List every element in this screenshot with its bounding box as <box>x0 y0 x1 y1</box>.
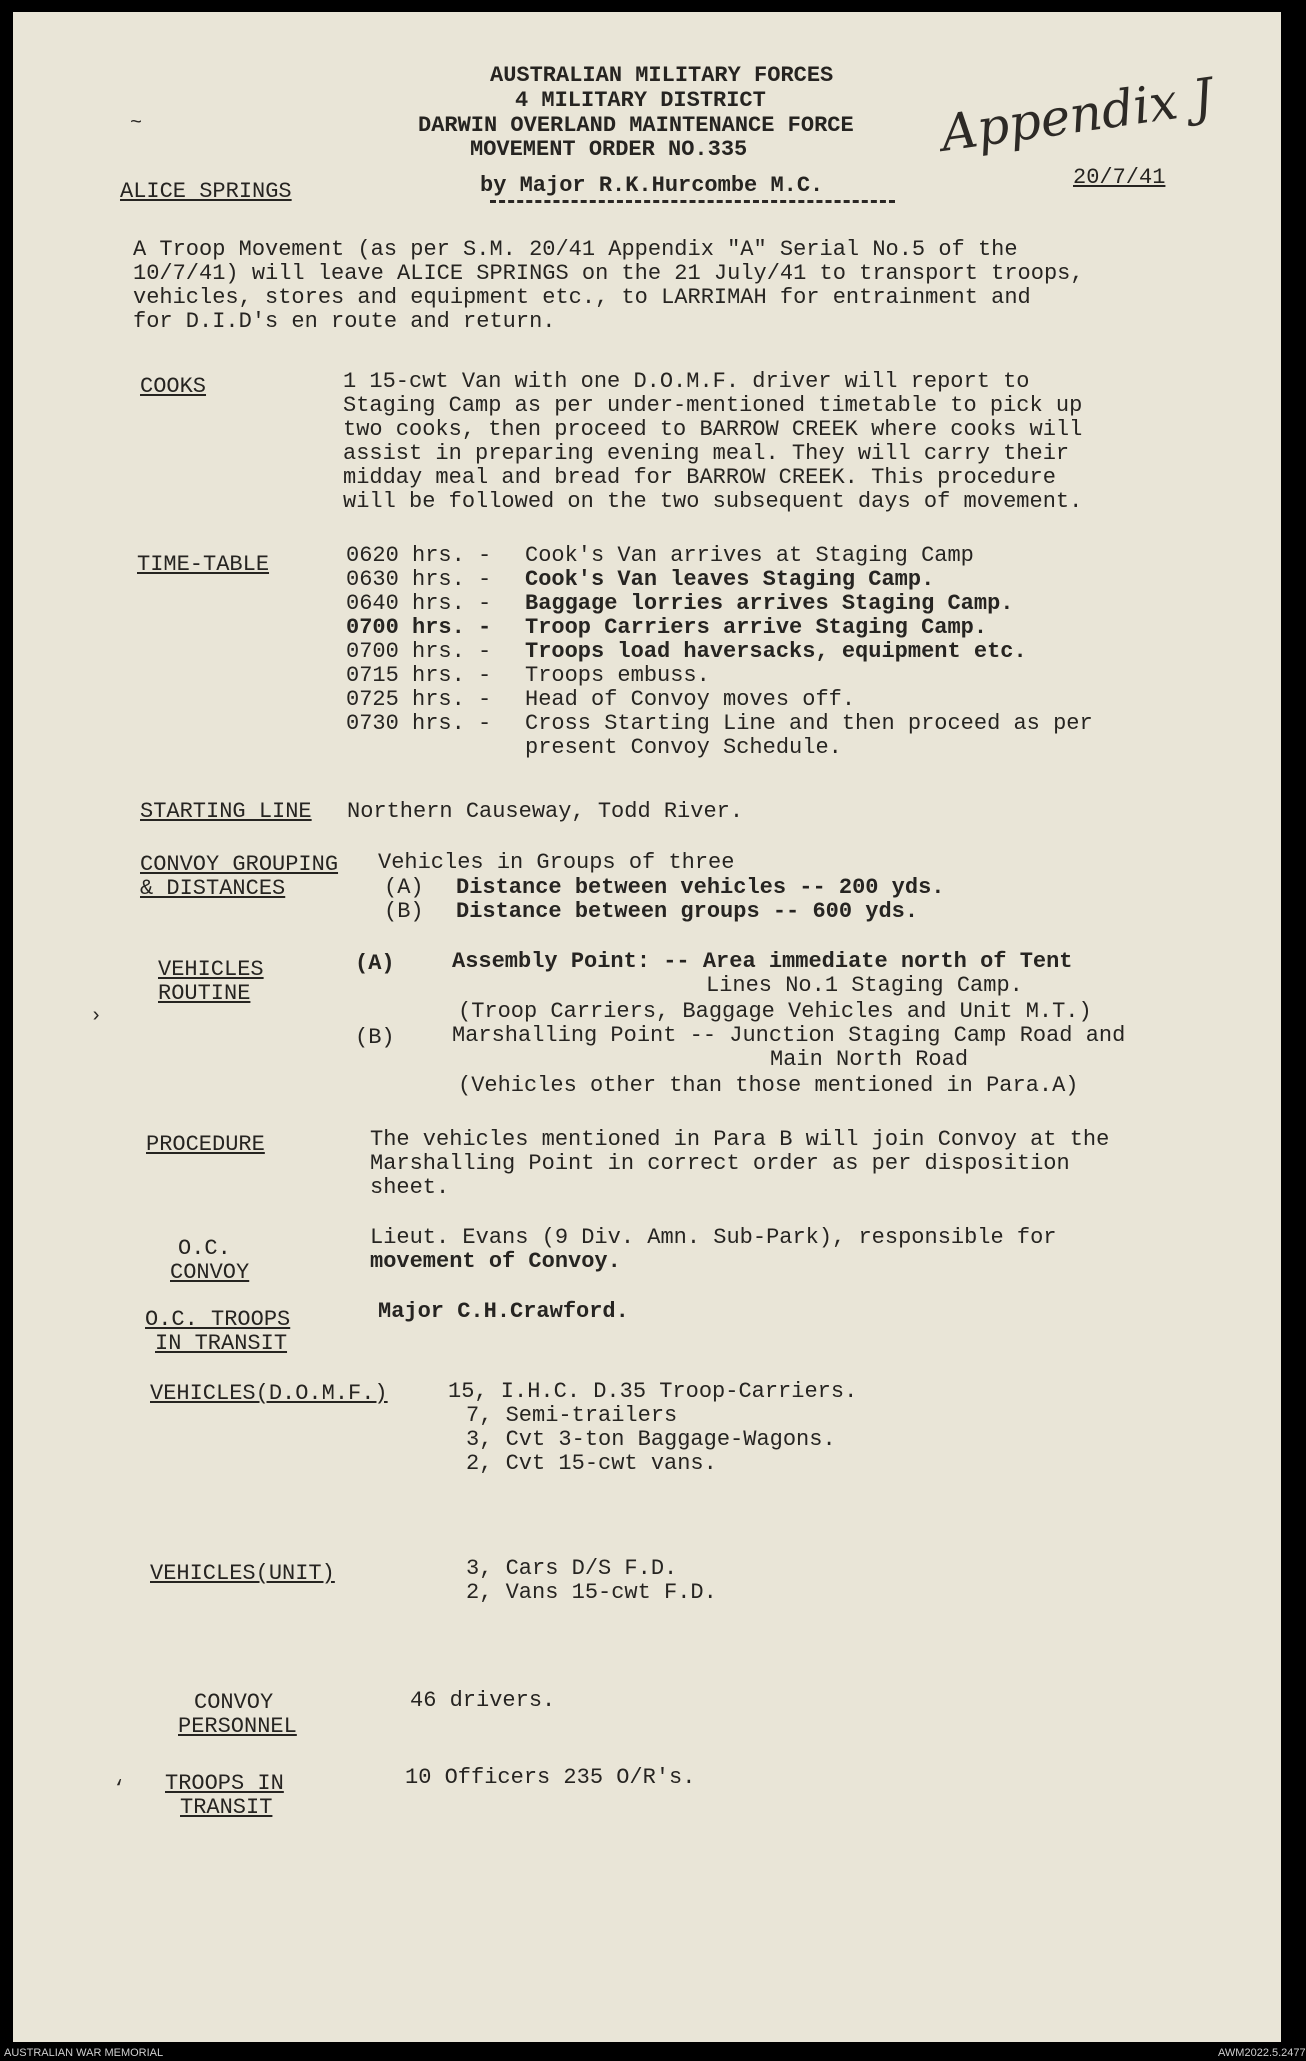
troops-in-transit-label: TRANSIT <box>180 1795 273 1820</box>
cooks-line-3: two cooks, then proceed to BARROW CREEK where cooks will <box>343 417 1083 442</box>
timetable-event: Cross Starting Line and then proceed as per <box>525 711 1093 736</box>
marshalling-point-detail: Main North Road <box>770 1047 969 1072</box>
timetable-time: 0730 hrs. - <box>346 711 492 736</box>
header-line-2: 4 MILITARY DISTRICT <box>515 88 766 113</box>
oc-convoy-line-1: Lieut. Evans (9 Div. Amn. Sub-Park), responsible for <box>370 1225 1057 1250</box>
intro-line-4: for D.I.D's en route and return. <box>133 309 556 334</box>
intro-line-1: A Troop Movement (as per S.M. 20/41 Appendix "A" Serial No.5 of the <box>133 237 1018 262</box>
timetable-event: Cook's Van arrives at Staging Camp <box>525 543 974 568</box>
document-date: 20/7/41 <box>1073 165 1166 190</box>
assembly-point-vehicles: (Troop Carriers, Baggage Vehicles and Unit M.T.) <box>458 999 1092 1024</box>
procedure-line-1: The vehicles mentioned in Para B will join Convoy at the <box>370 1127 1110 1152</box>
routine-key-b: (B) <box>355 1025 395 1050</box>
convoy-personnel-label: PERSONNEL <box>178 1714 297 1739</box>
header-signatory: by Major R.K.Hurcombe M.C. <box>480 173 824 198</box>
cooks-line-1: 1 15-cwt Van with one D.O.M.F. driver will report to <box>343 369 1030 394</box>
location-label: ALICE SPRINGS <box>120 179 292 204</box>
timetable-time: 0630 hrs. - <box>346 567 492 592</box>
oc-convoy-label: CONVOY <box>170 1260 250 1285</box>
oc-troops-label: IN TRANSIT <box>155 1331 288 1356</box>
timetable-time: 0700 hrs. - <box>346 615 492 640</box>
header-divider <box>490 200 895 203</box>
header-line-4: MOVEMENT ORDER NO.335 <box>470 137 748 162</box>
convoy-grouping-distance: Distance between vehicles -- 200 yds. <box>456 875 945 900</box>
timetable-event: Cook's Van leaves Staging Camp. <box>525 567 935 592</box>
convoy-grouping-label: & DISTANCES <box>140 876 286 901</box>
timetable-event: Troops embuss. <box>525 663 710 688</box>
procedure-line-3: sheet. <box>370 1175 450 1200</box>
timetable-label: TIME-TABLE <box>137 552 270 577</box>
cooks-line-5: midday meal and bread for BARROW CREEK. This procedure <box>343 465 1056 490</box>
convoy-grouping-label: CONVOY GROUPING <box>140 852 339 877</box>
convoy-grouping-line: Vehicles in Groups of three <box>378 850 735 875</box>
timetable-event: present Convoy Schedule. <box>525 735 842 760</box>
vehicle-item: 7, Semi-trailers <box>466 1403 678 1428</box>
oc-convoy-label: O.C. <box>178 1236 231 1261</box>
troops-in-transit-label: TROOPS IN <box>165 1771 284 1796</box>
timetable-event: Troops load haversacks, equipment etc. <box>525 639 1027 664</box>
convoy-personnel-label: CONVOY <box>194 1690 274 1715</box>
header-line-1: AUSTRALIAN MILITARY FORCES <box>490 63 834 88</box>
timetable-time: 0725 hrs. - <box>346 687 492 712</box>
header-line-3: DARWIN OVERLAND MAINTENANCE FORCE <box>418 113 854 138</box>
starting-line-label: STARTING LINE <box>140 799 312 824</box>
convoy-grouping-key: (A) <box>384 875 424 900</box>
oc-convoy-line-2: movement of Convoy. <box>370 1249 621 1274</box>
vehicle-item: 15, I.H.C. D.35 Troop-Carriers. <box>448 1379 858 1404</box>
intro-line-3: vehicles, stores and equipment etc., to LARRIMAH for entrainment and <box>133 285 1031 310</box>
marshalling-point: Marshalling Point -- Junction Staging Camp Road and <box>452 1023 1126 1048</box>
intro-line-2: 10/7/41) will leave ALICE SPRINGS on the 21 July/41 to transport troops, <box>133 261 1084 286</box>
vehicle-item: 3, Cvt 3-ton Baggage-Wagons. <box>466 1427 836 1452</box>
timetable-time: 0700 hrs. - <box>346 639 492 664</box>
margin-mark: › <box>90 1005 103 1028</box>
cooks-line-2: Staging Camp as per under-mentioned timetable to pick up <box>343 393 1083 418</box>
procedure-line-2: Marshalling Point in correct order as per disposition <box>370 1151 1070 1176</box>
handwritten-annotation: Appendix J <box>937 67 1217 163</box>
vehicles-routine-label: VEHICLES <box>158 957 264 982</box>
timetable-event: Baggage lorries arrives Staging Camp. <box>525 591 1014 616</box>
troops-in-transit-value: 10 Officers 235 O/R's. <box>405 1765 696 1790</box>
convoy-personnel-value: 46 drivers. <box>410 1688 556 1713</box>
procedure-label: PROCEDURE <box>146 1132 265 1157</box>
convoy-grouping-key: (B) <box>384 899 424 924</box>
timetable-time: 0715 hrs. - <box>346 663 492 688</box>
vehicles-unit-label: VEHICLES(UNIT) <box>150 1561 335 1586</box>
convoy-grouping-distance: Distance between groups -- 600 yds. <box>456 899 919 924</box>
oc-troops-label: O.C. TROOPS <box>145 1307 291 1332</box>
margin-mark: ‘ <box>113 1778 126 1801</box>
margin-mark: ~ <box>130 112 143 135</box>
starting-line-value: Northern Causeway, Todd River. <box>347 799 744 824</box>
timetable-time: 0640 hrs. - <box>346 591 492 616</box>
assembly-point: Assembly Point: -- Area immediate north of Tent <box>452 949 1073 974</box>
timetable-time: 0620 hrs. - <box>346 543 492 568</box>
routine-key-a: (A) <box>355 951 395 976</box>
assembly-point-detail: Lines No.1 Staging Camp. <box>706 973 1023 998</box>
marshalling-point-vehicles: (Vehicles other than those mentioned in Para.A) <box>458 1073 1079 1098</box>
oc-troops-value: Major C.H.Crawford. <box>378 1299 629 1324</box>
vehicles-domf-label: VEHICLES(D.O.M.F.) <box>150 1381 388 1406</box>
footer-accession: AWM2022.5.2477 <box>1218 2047 1306 2059</box>
vehicles-routine-label: ROUTINE <box>158 981 251 1006</box>
timetable-event: Head of Convoy moves off. <box>525 687 856 712</box>
cooks-line-4: assist in preparing evening meal. They will carry their <box>343 441 1070 466</box>
footer-source: AUSTRALIAN WAR MEMORIAL <box>4 2047 164 2059</box>
vehicle-item: 3, Cars D/S F.D. <box>466 1556 678 1581</box>
cooks-label: COOKS <box>140 374 207 399</box>
vehicle-item: 2, Vans 15-cwt F.D. <box>466 1580 717 1605</box>
timetable-event: Troop Carriers arrive Staging Camp. <box>525 615 988 640</box>
cooks-line-6: will be followed on the two subsequent days of movement. <box>343 489 1083 514</box>
vehicle-item: 2, Cvt 15-cwt vans. <box>466 1451 717 1476</box>
